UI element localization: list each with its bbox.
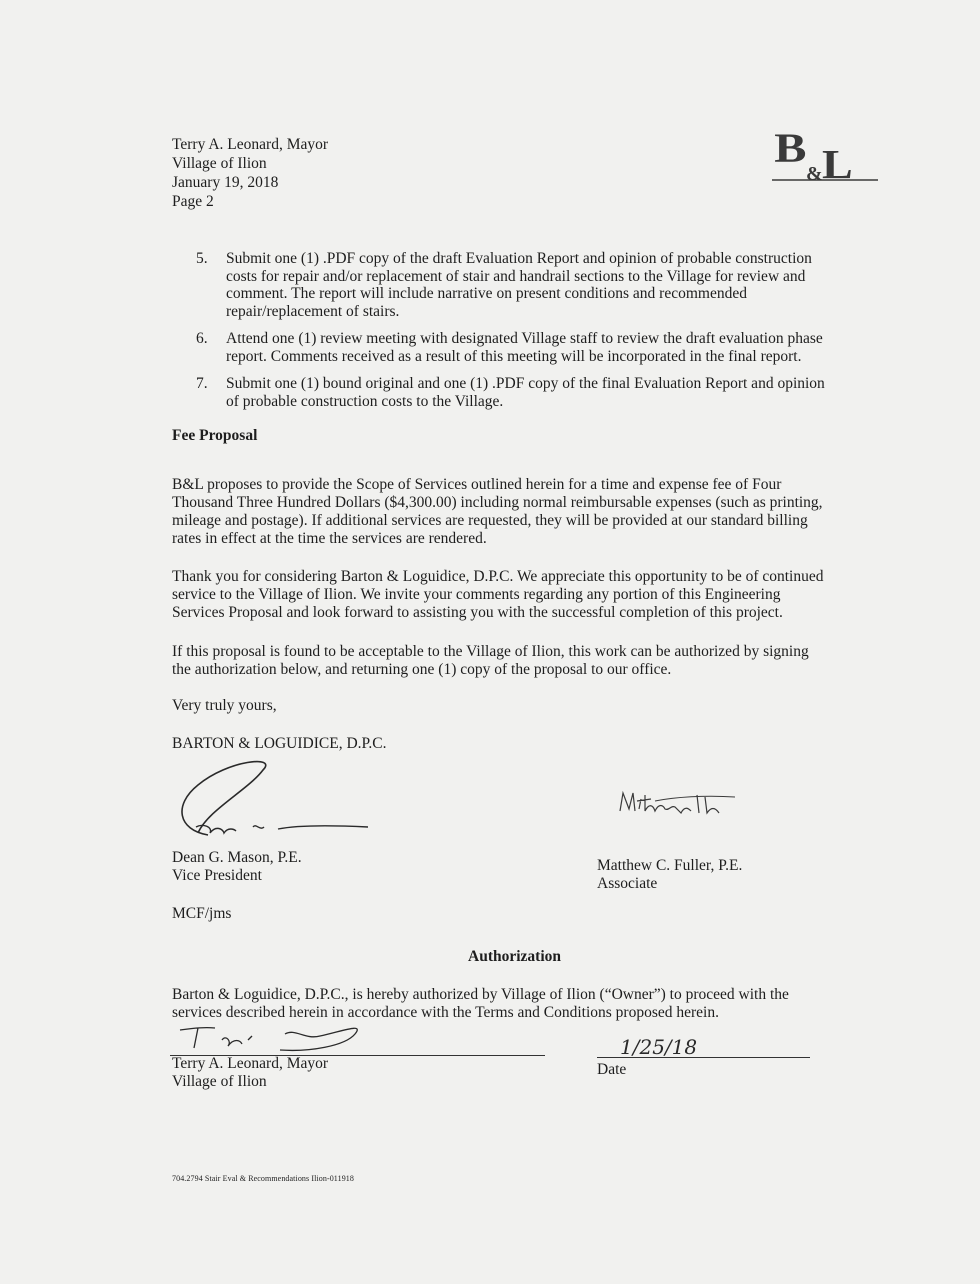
item-number: 6. (196, 330, 208, 347)
para-line: Thank you for considering Barton & Loguidice, D.P.C. We appreciate this opportunity to be of continued (172, 568, 824, 585)
signature-matthew-fuller (615, 783, 740, 823)
item-number: 5. (196, 250, 208, 267)
scope-list (196, 250, 856, 420)
letter-date: January 19, 2018 (172, 174, 279, 191)
para-line: the authorization below, and returning one (1) copy of the proposal to our office. (172, 661, 672, 678)
item-line: report. Comments received as a result of this meeting will be incorporated in the final report. (226, 347, 802, 365)
letter-header (172, 135, 328, 211)
para-line: rates in effect at the time the services are rendered. (172, 530, 487, 547)
typist-initials: MCF/jms (172, 905, 232, 922)
signer2-title: Associate (597, 875, 658, 892)
firm-name: BARTON & LOGUIDICE, D.P.C. (172, 735, 387, 752)
item-line: Submit one (1) bound original and one (1) .PDF copy of the final Evaluation Report and opinion (226, 375, 825, 392)
signature-dean-mason (168, 755, 378, 845)
handwritten-date-text: 1/25/18 (620, 1035, 698, 1059)
para-line: services described herein in accordance with the Terms and Conditions proposed herein. (172, 1004, 719, 1021)
fee-paragraph (172, 476, 872, 548)
para-line: mileage and postage). If additional services are requested, they will be provided at our standard billing (172, 512, 808, 529)
recipient-name: Terry A. Leonard, Mayor (172, 136, 329, 153)
svg-text:L: L (822, 141, 853, 186)
accept-paragraph (172, 643, 872, 679)
svg-text:&: & (806, 163, 823, 185)
para-line: If this proposal is found to be acceptable to the Village of Ilion, this work can be authorized by signing (172, 643, 809, 660)
item-line: comment. The report will include narrative on present conditions and recommended (226, 285, 747, 302)
list-item (196, 375, 856, 410)
bl-logo (770, 122, 880, 186)
fee-heading: Fee Proposal (172, 427, 258, 444)
item-number: 7. (196, 375, 208, 392)
para-line: service to the Village of Ilion. We invite your comments regarding any portion of this Engineering (172, 586, 781, 603)
owner-org: Village of Ilion (172, 1073, 267, 1090)
para-line: Services Proposal and look forward to assisting you with the successful completion of this project. (172, 604, 783, 621)
item-line: Submit one (1) .PDF copy of the draft Evaluation Report and opinion of probable construction (226, 250, 812, 267)
signature-terry-leonard (170, 1014, 370, 1058)
list-item (196, 250, 856, 320)
signer1-name: Dean G. Mason, P.E. (172, 849, 302, 866)
para-line: B&L proposes to provide the Scope of Services outlined herein for a time and expense fee of Four (172, 476, 782, 493)
handwritten-date (615, 1030, 725, 1064)
para-line: Barton & Loguidice, D.P.C., is hereby authorized by Village of Ilion (“Owner”) to proceed with the (172, 986, 789, 1003)
item-line: costs for repair and/or replacement of stair and handrail sections to the Village for review and (226, 267, 806, 285)
owner-name: Terry A. Leonard, Mayor (172, 1055, 329, 1072)
item-line: of probable construction costs to the Village. (226, 392, 504, 410)
recipient-org: Village of Ilion (172, 155, 267, 172)
signer2-name: Matthew C. Fuller, P.E. (597, 857, 743, 874)
document-footer: 704.2794 Stair Eval & Recommendations Ilion-011918 (172, 1174, 355, 1183)
para-line: Thousand Three Hundred Dollars ($4,300.00) including normal reimbursable expenses (such as printing, (172, 494, 823, 511)
thanks-paragraph (172, 568, 872, 622)
page-number: Page 2 (172, 193, 214, 210)
item-line: repair/replacement of stairs. (226, 302, 400, 320)
signer1-title: Vice President (172, 867, 262, 884)
list-item (196, 330, 856, 365)
item-line: Attend one (1) review meeting with designated Village staff to review the draft evaluation phase (226, 330, 823, 347)
closing: Very truly yours, (172, 697, 277, 714)
svg-text:B: B (774, 124, 801, 171)
date-line (597, 1057, 810, 1058)
authorization-heading: Authorization (468, 948, 561, 965)
date-label: Date (597, 1061, 627, 1078)
